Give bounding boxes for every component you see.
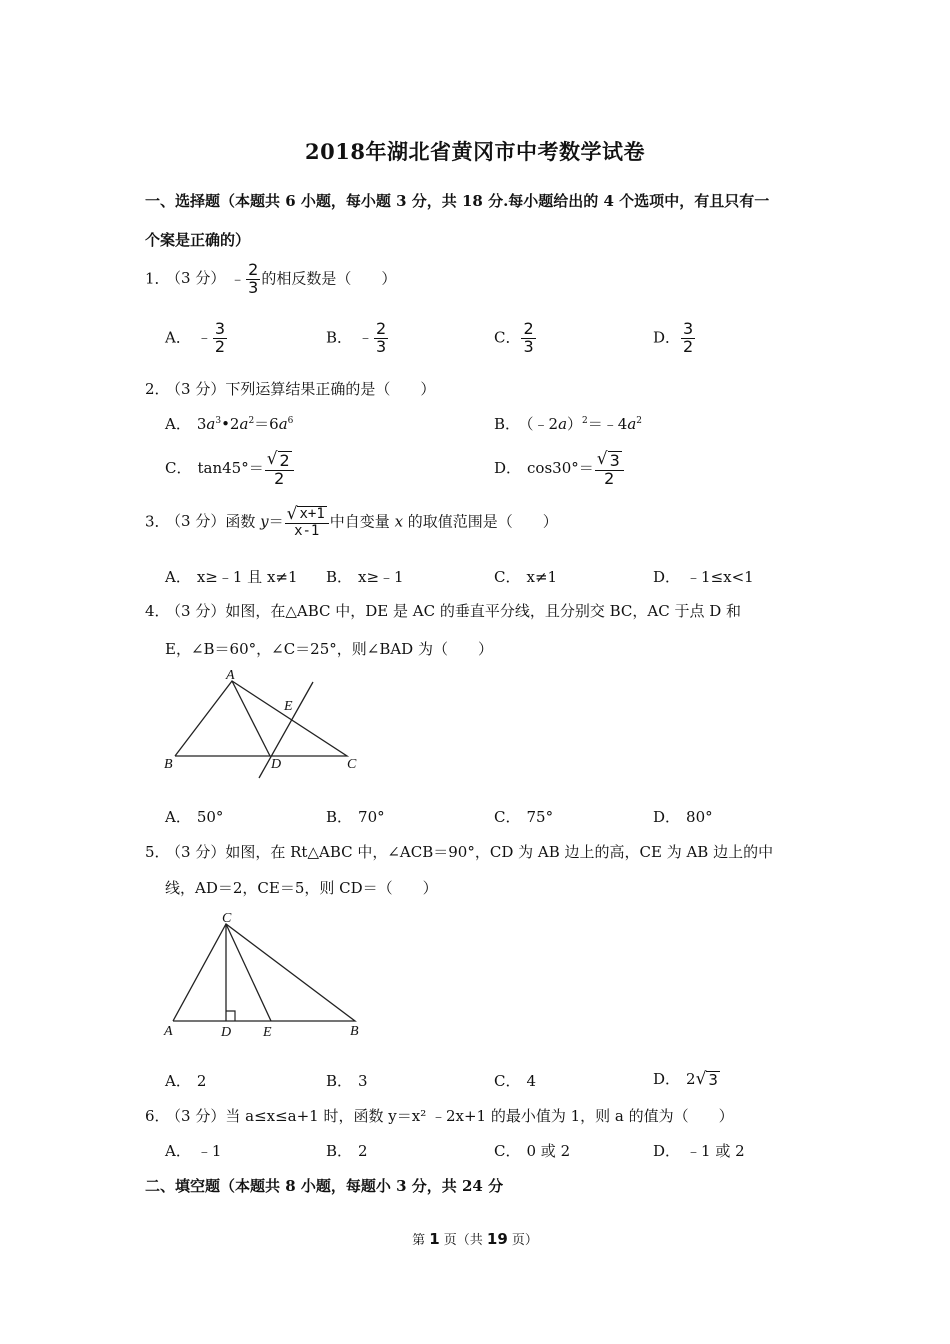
q6-option-b[interactable]: B． 2 [326, 1142, 368, 1160]
q5-label-b: B [350, 1024, 359, 1039]
q1-option-d[interactable]: D． $\frac{3}{2}$ [653, 319, 694, 356]
question-6: 6． （3 分）当 a≤x≤a+1 时，函数 y＝x² ﹣2x+1 的最小值为 1，则 a 的值为（ ） [145, 1107, 734, 1125]
page-total: 19 [486, 1230, 508, 1248]
q2-option-b[interactable]: B． $(﹣2a)^2=﹣4a^2$ [494, 415, 643, 433]
q6-option-c[interactable]: C． 0 或 2 [494, 1142, 571, 1160]
section-2-heading: 二、填空题（本题共 8 小题，每题小 3 分，共 24 分 [145, 1177, 504, 1195]
q5-triangle-figure [155, 905, 375, 1045]
q3-option-b[interactable]: B． x≥﹣1 [326, 568, 404, 586]
page-footer: 第 1 页（共 19 页） [412, 1230, 538, 1248]
q4-triangle-figure [155, 665, 375, 785]
q4-label-d: D [271, 757, 282, 772]
question-1: 1． （3 分） ﹣ $\frac{2}{3}$ 的相反数是（ ） [145, 260, 397, 297]
q5-option-c[interactable]: C． 4 [494, 1072, 537, 1090]
section-1-heading: 一、选择题（本题共 6 小题，每小题 3 分，共 18 分.每小题给出的 4 个选项中，有且只有一 [145, 192, 770, 210]
question-4: 4． （3 分）如图，在△ABC 中，DE 是 AC 的垂直平分线，且分别交 BC，AC 于点 D 和 [145, 602, 742, 620]
q5-option-a[interactable]: A． 2 [165, 1072, 207, 1090]
q1-option-a[interactable]: A． ﹣ $\frac{3}{2}$ [165, 319, 226, 356]
q1-option-c[interactable]: C． $\frac{2}{3}$ [494, 319, 534, 356]
q3-option-d[interactable]: D． ﹣1≤x<1 [653, 568, 754, 586]
q4-option-d[interactable]: D． 80° [653, 808, 713, 826]
q4-label-c: C [347, 757, 357, 772]
q6-option-a[interactable]: A． ﹣1 [165, 1142, 222, 1160]
q3-option-c[interactable]: C． x≠1 [494, 568, 558, 586]
q1-option-b[interactable]: B． ﹣ $\frac{2}{3}$ [326, 319, 387, 356]
question-5-cont: 线，AD＝2，CE＝5，则 CD＝（ ） [165, 879, 438, 897]
q4-label-b: B [164, 757, 173, 772]
q2-option-d[interactable]: D． cos30°＝ √ 3 2 [494, 451, 625, 487]
q4-option-c[interactable]: C． 75° [494, 808, 554, 826]
q5-option-d[interactable]: D． 2 √ 3 [653, 1069, 718, 1089]
q4-option-b[interactable]: B． 70° [326, 808, 385, 826]
q2-option-a[interactable]: A． $3a^3•2a^2=6a^6$ [165, 415, 294, 433]
q4-label-e: E [284, 699, 293, 714]
page-title: 2018年湖北省黄冈市中考数学试卷 [305, 139, 645, 164]
q6-option-d[interactable]: D． ﹣1 或 2 [653, 1142, 745, 1160]
q4-label-a: A [226, 668, 235, 683]
q2-option-c[interactable]: C． tan45°＝ √ 2 2 [165, 451, 295, 487]
q5-label-d: D [221, 1025, 232, 1040]
q3-option-a[interactable]: A． x≥﹣1 且 x≠1 [165, 568, 298, 586]
question-4-cont: E，∠B＝60°，∠C＝25°，则∠BAD 为（ ） [165, 640, 493, 658]
q5-label-e: E [263, 1025, 272, 1040]
q5-label-c: C [222, 911, 232, 926]
q5-label-a: A [164, 1024, 173, 1039]
question-2: 2． （3 分）下列运算结果正确的是（ ） [145, 380, 436, 398]
section-1-heading-cont: 个案是正确的） [145, 231, 251, 249]
question-5: 5． （3 分）如图，在 Rt△ABC 中，∠ACB＝90°，CD 为 AB 边上的高，CE 为 AB 边上的中 [145, 843, 774, 861]
q5-option-b[interactable]: B． 3 [326, 1072, 368, 1090]
page-number: 1 [429, 1230, 440, 1248]
question-3: 3． （3 分）函数 y＝ √ x+1 x-1 中自变量 x 的取值范围是（ ） [145, 504, 558, 539]
q4-option-a[interactable]: A． 50° [165, 808, 224, 826]
